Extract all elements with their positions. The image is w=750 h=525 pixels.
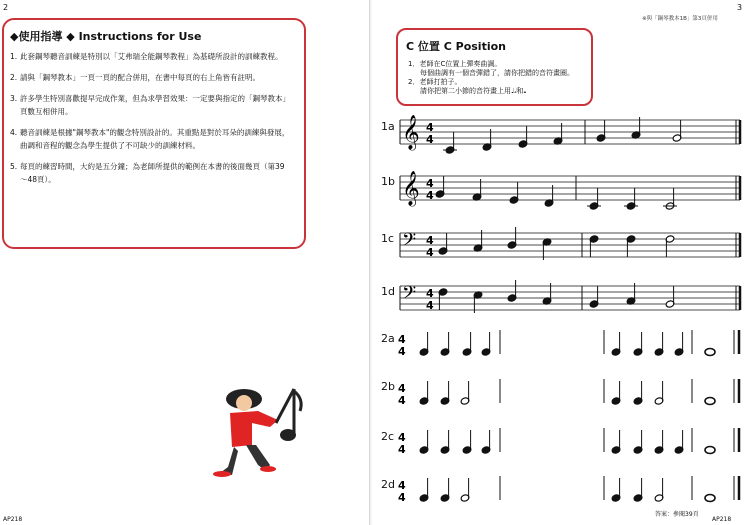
time-signature-bottom: 4: [426, 299, 434, 312]
instruction-number: 2.: [10, 73, 18, 82]
row-label: 2d: [381, 478, 395, 491]
time-signature-bottom: 4: [398, 394, 406, 407]
time-signature-bottom: 4: [398, 345, 406, 358]
page-number: 2: [3, 3, 9, 12]
time-signature-top: 4: [398, 431, 406, 444]
instruction-number: 3.: [10, 94, 18, 103]
footer-code: AP218: [712, 516, 732, 523]
instruction-number: 5.: [10, 162, 18, 171]
c-position-title: C 位置 C Position: [406, 40, 506, 53]
instruction-text: 每頁的練習時間，大約是五分鐘；為老師所提供的範例在本書的後面幾頁（第39～48頁）。: [20, 162, 285, 184]
time-signature-top: 4: [398, 479, 406, 492]
instruction-text: 聽音訓練是根據"鋼琴教本"的觀念特別設計的。其重點是對於耳朵的訓練與發展，曲調和音程的觀念為學生提供了不可缺少的訓練材料。: [20, 128, 290, 150]
time-signature-top: 4: [426, 287, 434, 300]
instruction-text: 請與「鋼琴教本」一頁一頁的配合併用，在書中每頁的右上角皆有註明。: [20, 73, 260, 82]
row-label: 2c: [381, 430, 395, 443]
time-signature-top: 4: [398, 333, 406, 346]
bass-clef: 𝄢: [402, 230, 417, 255]
instruction-text: 此套鋼琴聽音訓練是特別以「艾弗瑞全能鋼琴教程」為基礎所設計的訓練教程。: [20, 52, 283, 61]
time-signature-top: 4: [426, 121, 434, 134]
instruction-text: 許多學生特別喜歡提早完成作業，但為求學習效果：一定要與指定的「鋼琴教本」頁數互相併用。: [20, 94, 290, 116]
time-signature-bottom: 4: [426, 189, 434, 202]
whole-note: [705, 349, 715, 356]
instruction-number: 4.: [10, 128, 18, 137]
reference-note: ※與「鋼琴教本1B」第3頁併用: [642, 16, 718, 22]
instruction-line: 1．老師在C位置上彈奏曲調。: [408, 60, 502, 68]
instructions-title: ◆使用指導 ◆ Instructions for Use: [10, 30, 202, 43]
whole-note: [705, 398, 715, 405]
footer-code: AP218: [3, 516, 23, 523]
instruction-number: 1.: [10, 52, 18, 61]
row-label: 1a: [381, 120, 395, 133]
time-signature-top: 4: [398, 382, 406, 395]
bass-clef: 𝄢: [402, 283, 417, 308]
time-signature-bottom: 4: [426, 133, 434, 146]
treble-clef: 𝄞: [402, 171, 420, 206]
time-signature-top: 4: [426, 177, 434, 190]
instruction-line: 請你把第二小節的音符畫上用♩𝅗𝅥和𝅝: [420, 87, 527, 95]
row-label: 2a: [381, 332, 395, 345]
instruction-line: 2．老師打拍子。: [408, 78, 462, 86]
time-signature-bottom: 4: [398, 443, 406, 456]
answer-reference: 答案：參閱39頁: [655, 511, 699, 518]
row-label: 1d: [381, 285, 395, 298]
page-number: 3: [737, 3, 743, 12]
time-signature-top: 4: [426, 234, 434, 247]
row-label: 1c: [381, 232, 395, 245]
time-signature-bottom: 4: [426, 246, 434, 259]
whole-note: [705, 495, 715, 502]
row-label: 2b: [381, 380, 395, 393]
instruction-line: 每個曲調有一個音彈錯了，請你把錯的音符畫圈。: [420, 69, 574, 77]
row-label: 1b: [381, 175, 395, 188]
time-signature-bottom: 4: [398, 491, 406, 504]
treble-clef: 𝄞: [402, 115, 420, 150]
whole-note: [705, 447, 715, 454]
